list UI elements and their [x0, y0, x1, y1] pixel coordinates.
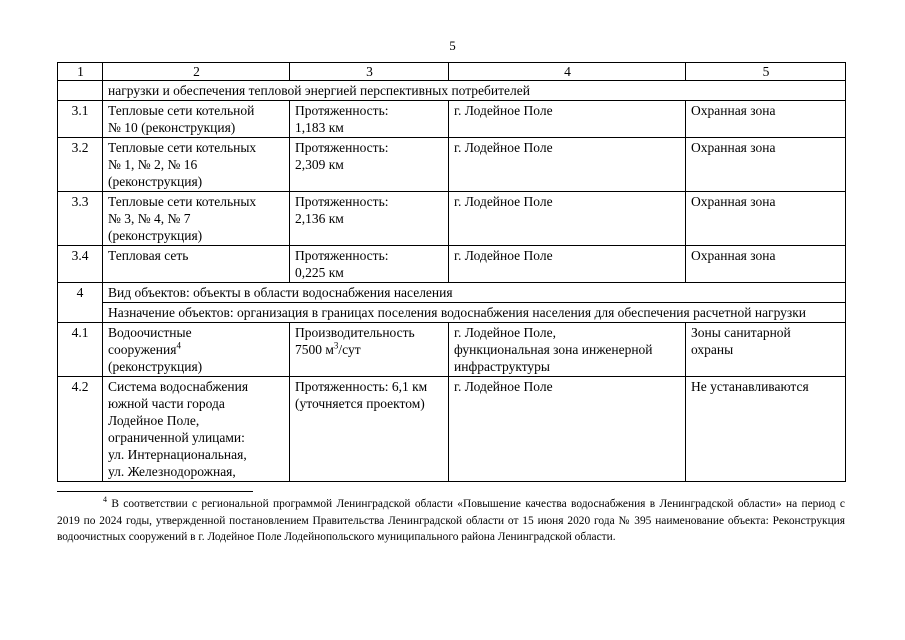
table-row: [58, 246, 846, 283]
column-header: 1: [58, 63, 103, 81]
table-header-row: [58, 63, 846, 81]
object-zone: Охранная зона: [686, 246, 846, 283]
object-parameters: Протяженность: 6,1 км (уточняется проектом): [290, 377, 449, 482]
object-parameters: Протяженность: 2,136 км: [290, 192, 449, 246]
table-row: [58, 138, 846, 192]
object-name: Тепловые сети котельных № 1, № 2, № 16 (реконструкция): [103, 138, 290, 192]
continuation-row: [58, 81, 846, 101]
column-header: 4: [449, 63, 686, 81]
object-location: г. Лодейное Поле: [449, 192, 686, 246]
footnote-mark: 4: [103, 495, 107, 505]
section-number: 4: [58, 283, 103, 323]
column-header: 2: [103, 63, 290, 81]
row-number: 3.4: [58, 246, 103, 283]
object-parameters: Протяженность: 2,309 км: [290, 138, 449, 192]
table-row: [58, 377, 846, 482]
footnote-reference[interactable]: 4: [176, 340, 181, 351]
continuation-text: нагрузки и обеспечения тепловой энергией перспективных потребителей: [103, 81, 846, 101]
table-row: [58, 192, 846, 246]
row-number: 3.3: [58, 192, 103, 246]
object-parameters: Протяженность: 1,183 км: [290, 101, 449, 138]
object-location: г. Лодейное Поле, функциональная зона инженерной инфраструктуры: [449, 323, 686, 377]
object-zone: Зоны санитарной охраны: [686, 323, 846, 377]
row-number: 4.1: [58, 323, 103, 377]
section-type-text: Вид объектов: объекты в области водоснабжения населения: [103, 283, 846, 303]
column-header: 3: [290, 63, 449, 81]
section-purpose-row: [58, 303, 846, 323]
row-number: 3.2: [58, 138, 103, 192]
footnote-separator: [57, 491, 253, 492]
section-purpose-text: Назначение объектов: организация в границах поселения водоснабжения населения для обеспечения расчетной нагрузки: [103, 303, 846, 323]
row-number: 4.2: [58, 377, 103, 482]
object-name: Тепловая сеть: [103, 246, 290, 283]
object-name: Тепловые сети котельных № 3, № 4, № 7 (реконструкция): [103, 192, 290, 246]
object-name: Тепловые сети котельной № 10 (реконструкция): [103, 101, 290, 138]
page-number: 5: [449, 38, 456, 53]
footnote-text: В соответствии с региональной программой Ленинградской области «Повышение качества водоснабжения в Ленинградской области» на период с 2019 по 2024 годы, утвержденной постановлением Правительства Ленинградской области от 15 июня 2020 года № 395 наименование объекта: Реконструкция водоочистных сооружений в г. Лодейное Поле Лодейнопольского муниципального района Ленинградской области.: [57, 498, 845, 543]
object-name: Водоочистные сооружения$^4$ (реконструкция): [103, 323, 290, 377]
object-parameters: Производительность 7500 $м^3$/сут: [290, 323, 449, 377]
table-row: [58, 323, 846, 377]
column-header: 5: [686, 63, 846, 81]
table-row: [58, 101, 846, 138]
object-location: г. Лодейное Поле: [449, 138, 686, 192]
row-number: 3.1: [58, 101, 103, 138]
object-zone: Охранная зона: [686, 101, 846, 138]
object-parameters: Протяженность: 0,225 км: [290, 246, 449, 283]
objects-table: [57, 62, 846, 482]
object-location: г. Лодейное Поле: [449, 101, 686, 138]
object-zone: Охранная зона: [686, 138, 846, 192]
object-location: г. Лодейное Поле: [449, 246, 686, 283]
footnote: [57, 496, 845, 546]
object-zone: Не устанавливаются: [686, 377, 846, 482]
object-location: г. Лодейное Поле: [449, 377, 686, 482]
section-type-row: [58, 283, 846, 303]
object-name: Система водоснабжения южной части города Лодейное Поле, ограниченной улицами: ул. Интернациональная, ул. Железнодорожная,: [103, 377, 290, 482]
object-zone: Охранная зона: [686, 192, 846, 246]
